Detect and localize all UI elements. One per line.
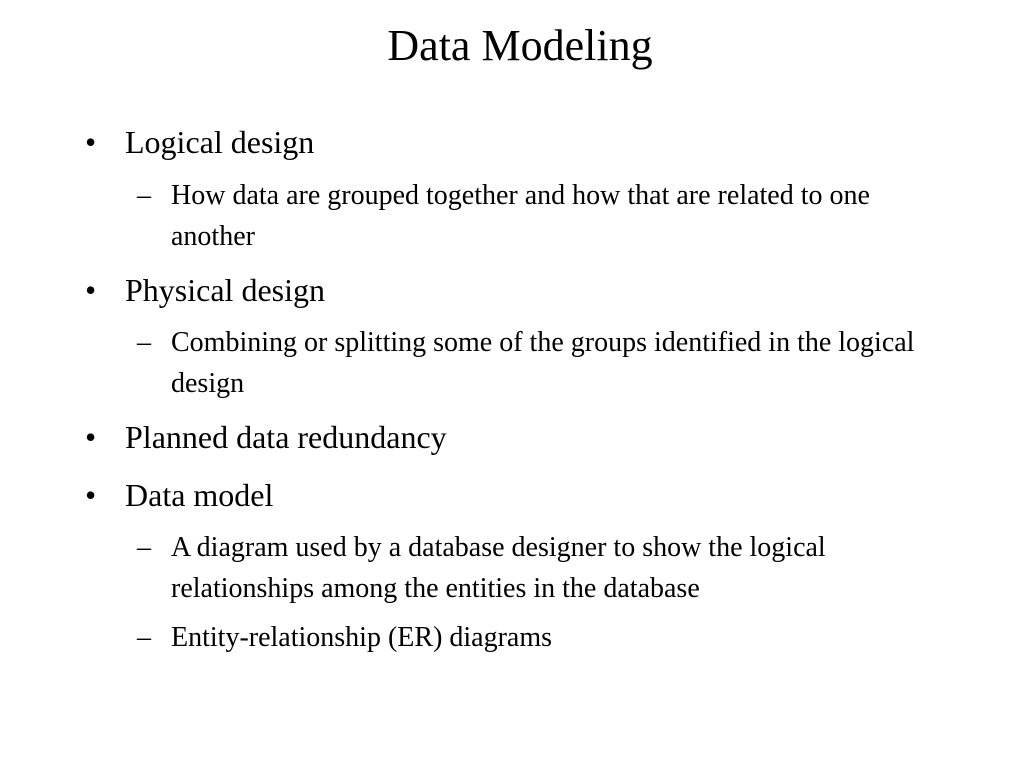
- slide-title: Data Modeling: [387, 21, 653, 70]
- dash-marker: –: [137, 532, 151, 563]
- bullet-text: Physical design: [125, 272, 325, 308]
- bullet-marker: •: [85, 272, 97, 308]
- dash-marker: –: [137, 622, 151, 653]
- subbullet-text: A diagram used by a database designer to show the logical relationships among the entities in the database: [171, 532, 826, 604]
- subbullet-text: Combining or splitting some of the groups identified in the logical design: [171, 327, 915, 399]
- bullet-text: Planned data redundancy: [125, 419, 447, 455]
- bullet-marker: •: [85, 124, 97, 160]
- bullet-text: Logical design: [125, 124, 315, 160]
- subbullet-text: Entity-relationship (ER) diagrams: [171, 622, 553, 653]
- dash-marker: –: [137, 180, 151, 211]
- dash-marker: –: [137, 327, 151, 358]
- bullet-marker: •: [85, 419, 97, 455]
- bullet-text: Data model: [125, 477, 274, 513]
- subbullet-text: How data are grouped together and how that are related to one another: [171, 180, 870, 252]
- bullet-marker: •: [85, 477, 97, 513]
